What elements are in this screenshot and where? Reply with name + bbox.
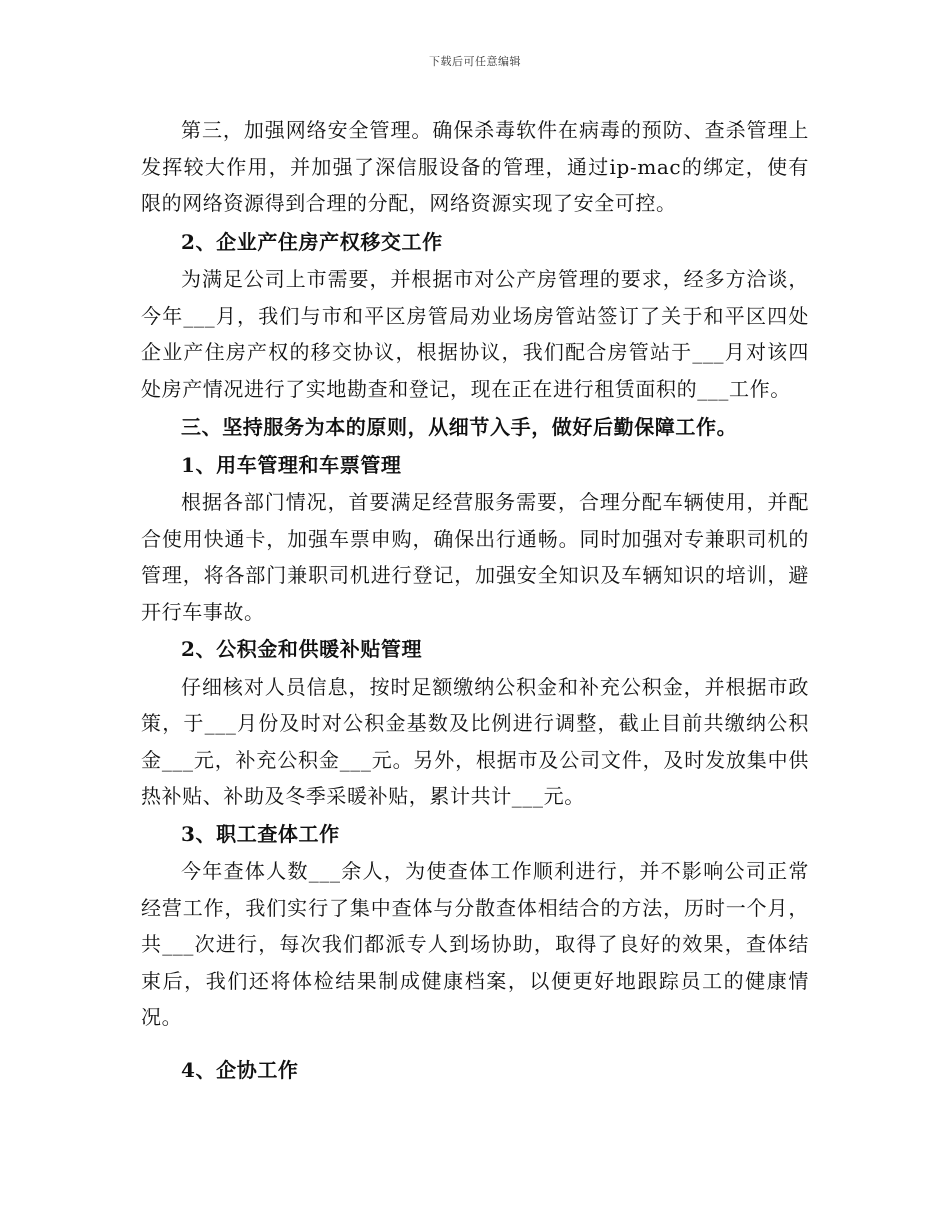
housing-transfer-paragraph: 为满足公司上市需要，并根据市对公产房管理的要求，经多方洽谈，今年___月，我们与市和平区房管局劝业场房管站签订了关于和平区四处企业产住房产权的移交协议，根据协议，我们配合房管站于___月对该四处房产情况进行了实地勘查和登记，现在正在进行租赁面积的___工作。 [141,267,809,401]
vehicle-management-heading: 1、用车管理和车票管理 [181,452,402,477]
vehicle-management-paragraph: 根据各部门情况，首要满足经营服务需要，合理分配车辆使用，并配合使用快通卡，加强车票申购，确保出行通畅。同时加强对专兼职司机的管理，将各部门兼职司机进行登记，加强安全知识及车辆知识的培训，避开行车事故。 [141,490,809,624]
logistics-service-heading: 三、坚持服务为本的原则，从细节入手，做好后勤保障工作。 [181,415,738,439]
enterprise-association-heading: 4、企协工作 [181,1057,299,1082]
page-header-note: 下载后可任意编辑 [429,55,521,68]
housing-transfer-heading: 2、企业产住房产权移交工作 [181,229,443,254]
document-body [141,112,809,1088]
housing-fund-paragraph: 仔细核对人员信息，按时足额缴纳公积金和补充公积金，并根据市政策，于___月份及时对公积金基数及比例进行调整，截止目前共缴纳公积金___元，补充公积金___元。另外，根据市及公司文件，及时发放集中供热补贴、补助及冬季采暖补贴，累计共计___元。 [141,674,809,808]
network-security-paragraph: 第三，加强网络安全管理。确保杀毒软件在病毒的预防、查杀管理上发挥较大作用，并加强了深信服设备的管理，通过ip-mac的绑定，使有限的网络资源得到合理的分配，网络资源实现了安全可控。 [141,118,809,215]
housing-fund-heading: 2、公积金和供暖补贴管理 [181,637,423,661]
health-checkup-paragraph: 今年查体人数___余人，为使查体工作顺利进行，并不影响公司正常经营工作，我们实行了集中查体与分散查体相结合的方法，历时一个月，共___次进行，每次我们都派专人到场协助，取得了良好的效果，查体结束后，我们还将体检结果制成健康档案，以便更好地跟踪员工的健康情况。 [141,859,809,1029]
health-checkup-heading: 3、职工查体工作 [181,821,340,846]
